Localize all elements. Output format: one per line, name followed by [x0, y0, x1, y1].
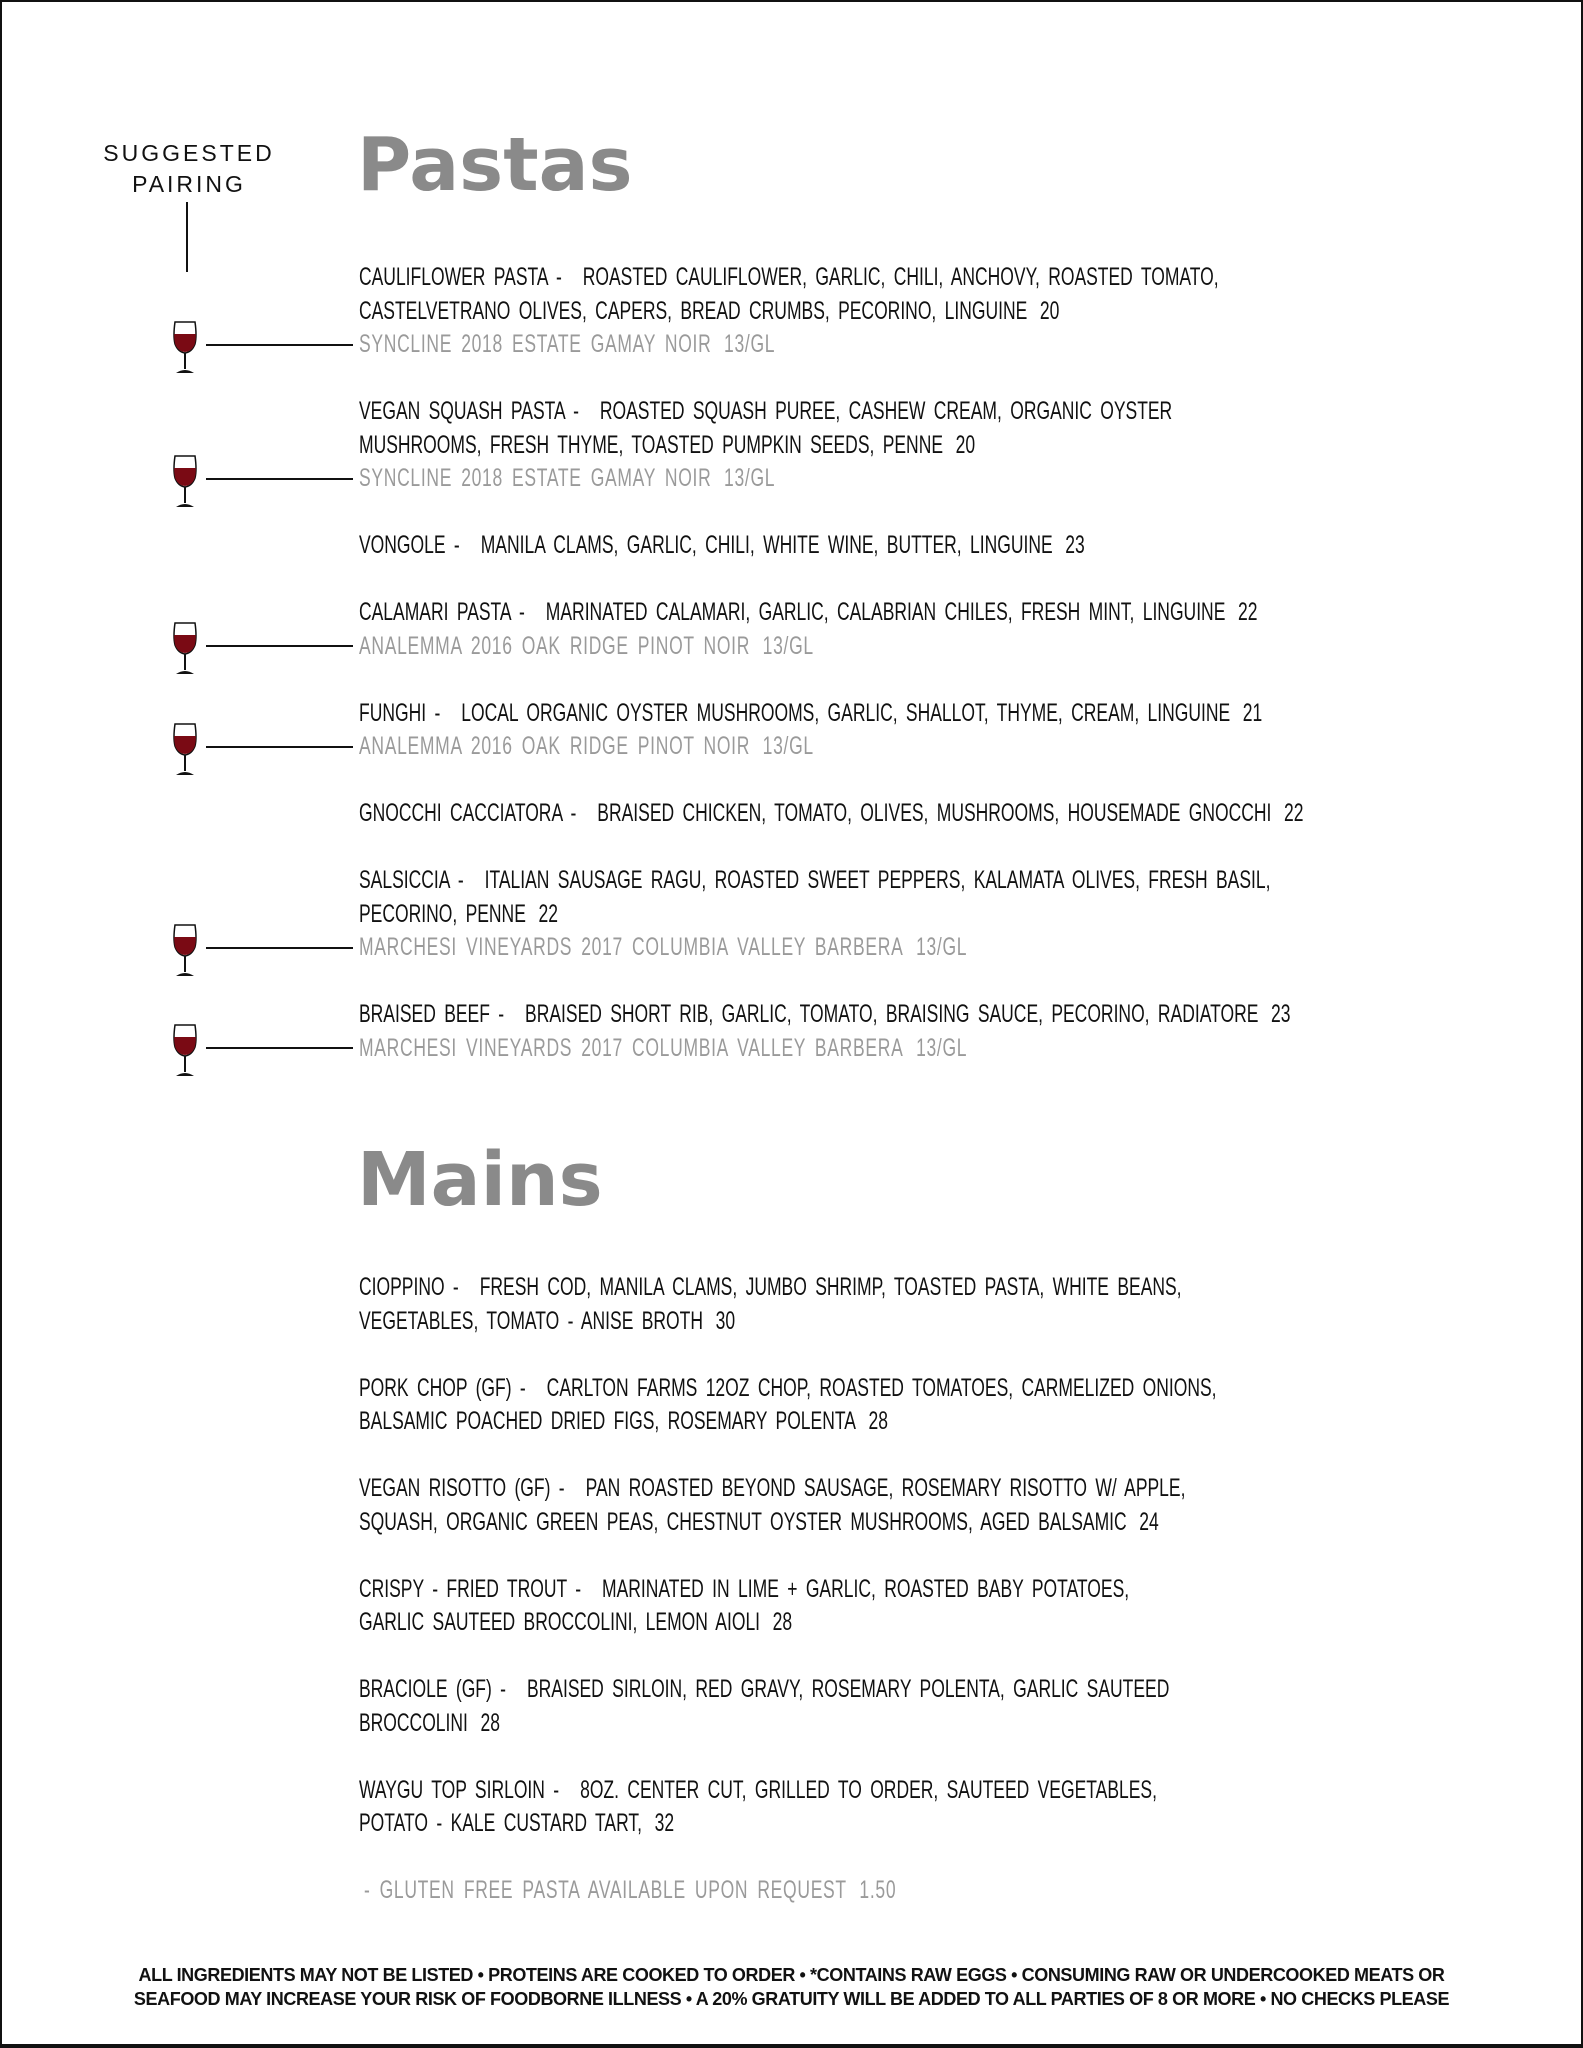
item-name: CALAMARI PASTA - [359, 598, 534, 626]
item-line [359, 898, 1164, 932]
item-description: MARINATED CALAMARI, GARLIC, CALABRIAN CHILES, FRESH MINT, LINGUINE [545, 598, 1226, 626]
item-price: 23 [1065, 531, 1085, 559]
wine-pairing [359, 630, 1164, 664]
item-line [359, 998, 1291, 1032]
wine-pairing [359, 730, 1164, 764]
item-price: 22 [538, 899, 558, 928]
item-name: VONGOLE - [359, 531, 469, 559]
wine-glass-icon [169, 1023, 201, 1077]
note-price: 1.50 [859, 1876, 897, 1904]
item-description: VEGETABLES, TOMATO - ANISE BROTH [359, 1306, 703, 1335]
item-line [359, 1405, 1164, 1439]
footer-disclaimer-line: SEAFOOD MAY INCREASE YOUR RISK OF FOODBORNE ILLNESS • A 20% GRATUITY WILL BE ADDED TO ALL PARTIES OF 8 OR MORE • NO CHECKS PLEASE [133, 1989, 1450, 2009]
mains-list [359, 1271, 1509, 1874]
item-description: POTATO - KALE CUSTARD TART, [359, 1809, 643, 1837]
item-description: CASTELVETRANO OLIVES, CAPERS, BREAD CRUMBS, PECORINO, LINGUINE [359, 296, 1028, 325]
item-line [359, 295, 1164, 329]
menu-item [359, 596, 1509, 663]
pastas-list [359, 261, 1509, 1099]
item-name: CAULIFLOWER PASTA - [359, 263, 571, 291]
gluten-free-note [364, 1874, 896, 1908]
item-name: FUNGHI - [359, 698, 449, 727]
wine-name: ANALEMMA 2016 OAK RIDGE PINOT NOIR [359, 631, 751, 660]
item-price: 30 [715, 1306, 736, 1335]
menu-item [359, 1472, 1509, 1539]
menu-item [359, 261, 1509, 362]
item-description: MUSHROOMS, FRESH THYME, TOASTED PUMPKIN SEEDS, PENNE [359, 430, 944, 459]
wine-pairing [359, 931, 1164, 965]
item-price: 28 [868, 1407, 888, 1435]
menu-item [359, 1573, 1509, 1640]
section-title-pastas: Pastas [357, 122, 633, 208]
wine-glass-icon [169, 923, 201, 977]
item-line [359, 1372, 1217, 1406]
item-name: VEGAN RISOTTO (GF) - [359, 1474, 573, 1502]
item-description: PECORINO, PENNE [359, 899, 526, 928]
wine-name: MARCHESI VINEYARDS 2017 COLUMBIA VALLEY BARBERA [359, 1033, 904, 1062]
item-line [359, 1807, 1164, 1841]
wine-name: SYNCLINE 2018 ESTATE GAMAY NOIR [359, 464, 712, 492]
wine-glass-icon [169, 320, 201, 374]
item-name: WAYGU TOP SIRLOIN - [359, 1775, 568, 1804]
item-line [359, 697, 1263, 731]
wine-name: SYNCLINE 2018 ESTATE GAMAY NOIR [359, 330, 712, 358]
item-line [359, 596, 1258, 630]
item-line [359, 1506, 1164, 1540]
menu-item [359, 1673, 1509, 1740]
wine-pairing [359, 1032, 1164, 1066]
item-line [359, 797, 1304, 831]
wine-price: 13/GL [916, 1033, 968, 1062]
item-description: MANILA CLAMS, GARLIC, CHILI, WHITE WINE, BUTTER, LINGUINE [480, 531, 1053, 559]
item-description: ROASTED SQUASH PUREE, CASHEW CREAM, ORGANIC OYSTER [599, 397, 1173, 425]
item-name: BRACIOLE (GF) - [359, 1675, 515, 1703]
item-line [359, 1305, 1164, 1339]
pairing-connector-line [206, 344, 353, 346]
pairing-label-line: PAIRING [132, 171, 246, 197]
item-line [359, 1606, 1164, 1640]
item-name: BRAISED BEEF - [359, 1000, 513, 1028]
wine-name: ANALEMMA 2016 OAK RIDGE PINOT NOIR [359, 732, 751, 760]
wine-pairing [359, 462, 1164, 496]
menu-item [359, 395, 1509, 496]
item-description: ROASTED CAULIFLOWER, GARLIC, CHILI, ANCHOVY, ROASTED TOMATO, [582, 263, 1219, 291]
item-price: 23 [1270, 1000, 1291, 1028]
item-description: ITALIAN SAUSAGE RAGU, ROASTED SWEET PEPPERS, KALAMATA OLIVES, FRESH BASIL, [484, 866, 1271, 894]
item-name: PORK CHOP (GF) - [359, 1373, 535, 1402]
menu-item [359, 1372, 1509, 1439]
pairing-label-line: SUGGESTED [103, 140, 275, 166]
menu-item [359, 697, 1509, 764]
item-price: 28 [772, 1608, 793, 1636]
item-line [359, 1472, 1186, 1506]
menu-item [359, 864, 1509, 965]
item-price: 28 [480, 1708, 500, 1737]
wine-price: 13/GL [916, 933, 968, 961]
menu-item [359, 529, 1509, 563]
item-price: 20 [1039, 296, 1060, 325]
item-name: CRISPY - FRIED TROUT - [359, 1574, 590, 1603]
pairing-connector-line [206, 645, 353, 647]
item-line [359, 1707, 1164, 1741]
item-price: 20 [955, 430, 976, 459]
item-name: VEGAN SQUASH PASTA - [359, 397, 588, 425]
item-description: MARINATED IN LIME + GARLIC, ROASTED BABY POTATOES, [602, 1574, 1130, 1603]
wine-glass-icon [169, 621, 201, 675]
item-price: 24 [1139, 1507, 1159, 1536]
item-line [359, 864, 1271, 898]
item-name: CIOPPINO - [359, 1273, 468, 1301]
menu-item [359, 797, 1509, 831]
item-description: LOCAL ORGANIC OYSTER MUSHROOMS, GARLIC, SHALLOT, THYME, CREAM, LINGUINE [461, 698, 1231, 727]
item-description: BALSAMIC POACHED DRIED FIGS, ROSEMARY POLENTA [359, 1407, 856, 1435]
wine-price: 13/GL [724, 464, 776, 492]
item-line [359, 1673, 1170, 1707]
item-line [359, 429, 1164, 463]
item-description: SQUASH, ORGANIC GREEN PEAS, CHESTNUT OYSTER MUSHROOMS, AGED BALSAMIC [359, 1507, 1127, 1536]
wine-price: 13/GL [724, 330, 776, 358]
item-price: 22 [1284, 799, 1304, 827]
suggested-pairing-label [89, 138, 289, 200]
item-line [359, 529, 1164, 563]
item-description: PAN ROASTED BEYOND SAUSAGE, ROSEMARY RISOTTO W/ APPLE, [585, 1474, 1186, 1502]
wine-glass-icon [169, 722, 201, 776]
item-description: GARLIC SAUTEED BROCCOLINI, LEMON AIOLI [359, 1608, 761, 1636]
pairing-connector-line [206, 1047, 353, 1049]
item-name: SALSICCIA - [359, 866, 473, 894]
item-price: 32 [654, 1809, 675, 1837]
item-price: 21 [1242, 698, 1263, 727]
menu-item [359, 998, 1509, 1065]
menu-item [359, 1774, 1509, 1841]
item-line [359, 261, 1219, 295]
wine-price: 13/GL [762, 631, 814, 660]
item-description: BROCCOLINI [359, 1708, 468, 1737]
menu-item [359, 1271, 1509, 1338]
section-title-mains: Mains [357, 1137, 603, 1223]
item-line [359, 1774, 1164, 1808]
wine-glass-icon [169, 454, 201, 508]
item-line [359, 1573, 1164, 1607]
item-description: BRAISED SIRLOIN, RED GRAVY, ROSEMARY POLENTA, GARLIC SAUTEED [526, 1675, 1170, 1703]
item-description: 8OZ. CENTER CUT, GRILLED TO ORDER, SAUTEED VEGETABLES, [580, 1775, 1157, 1804]
wine-name: MARCHESI VINEYARDS 2017 COLUMBIA VALLEY BARBERA [359, 933, 904, 961]
item-line [359, 1271, 1182, 1305]
item-description: BRAISED SHORT RIB, GARLIC, TOMATO, BRAISING SAUCE, PECORINO, RADIATORE [525, 1000, 1259, 1028]
note-text: - GLUTEN FREE PASTA AVAILABLE UPON REQUEST [364, 1876, 847, 1904]
item-name: GNOCCHI CACCIATORA - [359, 799, 585, 827]
item-description: BRAISED CHICKEN, TOMATO, OLIVES, MUSHROOMS, HOUSEMADE GNOCCHI [597, 799, 1272, 827]
item-line [359, 395, 1173, 429]
pairing-connector-line [206, 746, 353, 748]
item-description: CARLTON FARMS 12OZ CHOP, ROASTED TOMATOES, CARMELIZED ONIONS, [546, 1373, 1217, 1402]
item-description: FRESH COD, MANILA CLAMS, JUMBO SHRIMP, TOASTED PASTA, WHITE BEANS, [479, 1273, 1182, 1301]
pairing-divider [186, 202, 188, 272]
wine-pairing [359, 328, 1164, 362]
pairing-connector-line [206, 947, 353, 949]
footer-disclaimer-line: ALL INGREDIENTS MAY NOT BE LISTED • PROTEINS ARE COOKED TO ORDER • *CONTAINS RAW EGGS • CONSUMING RAW OR UNDERCOOKED MEATS OR [138, 1965, 1445, 1985]
item-price: 22 [1237, 598, 1258, 626]
pairing-connector-line [206, 478, 353, 480]
wine-price: 13/GL [762, 732, 814, 760]
